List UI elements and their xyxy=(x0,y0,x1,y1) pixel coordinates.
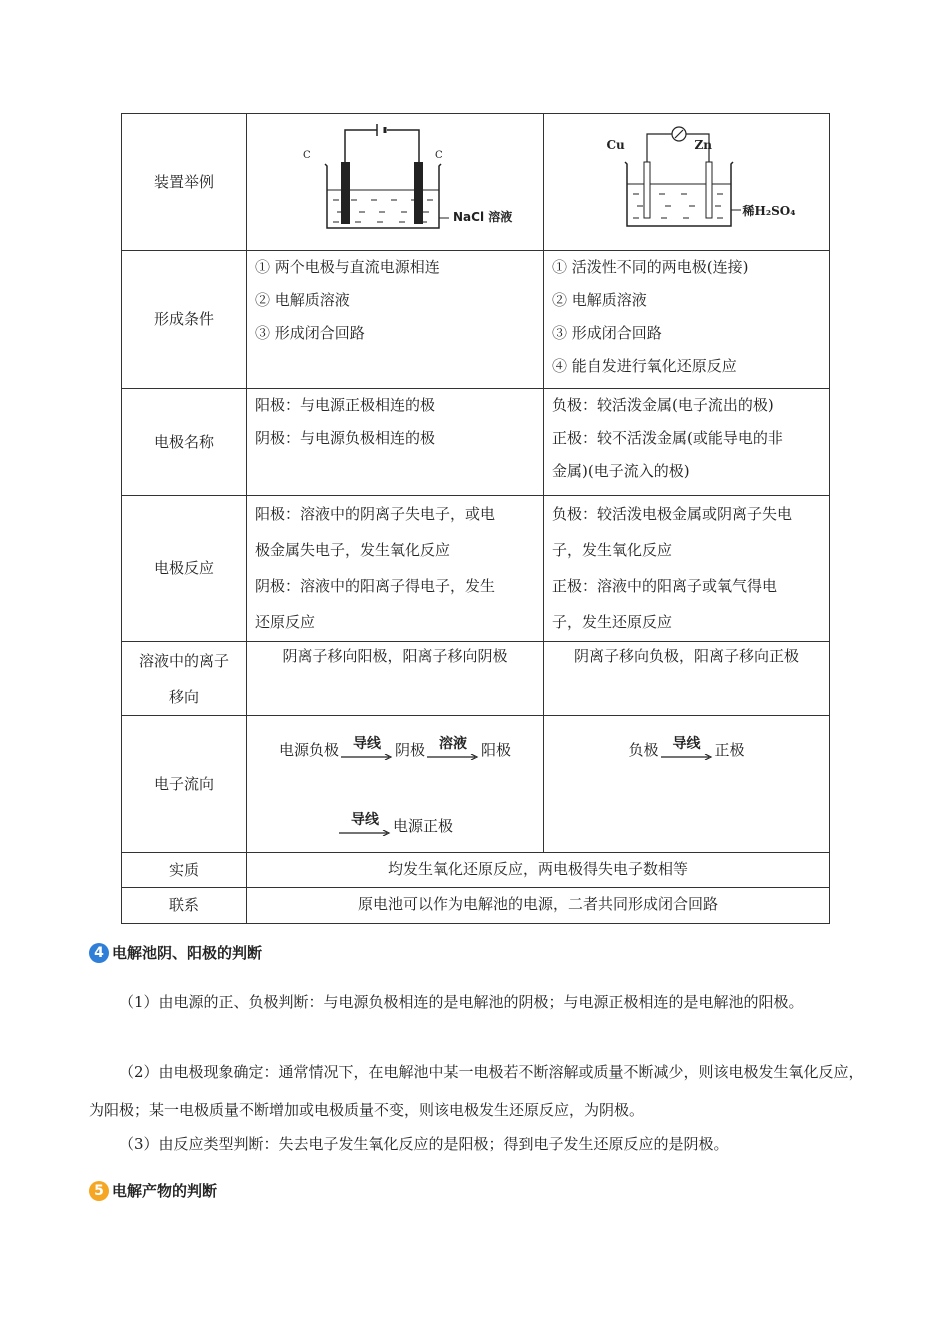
right-cell: 阴离子移向负极，阳离子移向正极 xyxy=(544,642,830,716)
cell-line: ② 电解质溶液 xyxy=(552,291,647,309)
row-label: 电极反应 xyxy=(122,496,247,642)
cell-line: ① 活泼性不同的两电极(连接) xyxy=(552,258,749,276)
cell-line: 阴极：与电源负极相连的极 xyxy=(255,429,436,447)
table-row xyxy=(122,496,830,642)
left-flow-cell xyxy=(247,716,544,853)
section-number-badge: 4 xyxy=(89,943,109,963)
row-label: 电极名称 xyxy=(122,389,247,496)
section-number-badge: 5 xyxy=(89,1181,109,1201)
left-cell: 阴离子移向阳极，阳离子移向阴极 xyxy=(247,642,544,716)
galvanic-diagram-cell xyxy=(544,114,830,251)
flow-start: 电源负极 xyxy=(278,741,339,759)
arrow-label: 导线 xyxy=(352,736,381,752)
right-cell xyxy=(544,251,830,389)
table-row xyxy=(122,642,830,716)
merged-cell: 均发生氧化还原反应，两电极得失电子数相等 xyxy=(247,853,830,888)
table-row xyxy=(122,114,830,251)
electrode-label-zn: Zn xyxy=(694,138,712,152)
row-label: 联系 xyxy=(122,888,247,924)
arrow-label: 导线 xyxy=(350,812,379,828)
section-title: 电解池阴、阳极的判断 xyxy=(112,944,263,962)
cell-line: 正极：溶液中的阳离子或氧气得电 xyxy=(552,577,778,595)
cell-line: 子，发生氧化反应 xyxy=(552,541,673,559)
flow-end: 正极 xyxy=(714,741,745,759)
cell-line: 子，发生还原反应 xyxy=(552,613,673,631)
comparison-table xyxy=(121,113,830,924)
flow-mid: 阴极 xyxy=(394,741,425,759)
solution-label: NaCl 溶液 xyxy=(453,210,513,224)
row-label: 形成条件 xyxy=(122,251,247,389)
row-label xyxy=(122,642,247,716)
cell-line: 负极：较活泼金属(电子流出的极) xyxy=(552,396,774,414)
flow-arrow xyxy=(427,736,479,760)
solution-prefix: 稀 xyxy=(742,204,755,218)
table-row xyxy=(122,716,830,853)
paragraph: （3）由反应类型判断：失去电子发生氧化反应的是阳极；得到电子发生还原反应的是阴极。 xyxy=(119,1135,729,1153)
left-cell xyxy=(247,389,544,496)
cell-line: 正极：较不活泼金属(或能导电的非 xyxy=(552,429,783,447)
electrode-label-right: C xyxy=(435,150,443,161)
cell-line: 阳极：与电源正极相连的极 xyxy=(255,396,436,414)
cell-line: 负极：较活泼电极金属或阴离子失电 xyxy=(552,505,793,523)
paragraph: （2）由电极现象确定：通常情况下，在电解池中某一电极若不断溶解或质量不断减少，则该电极发生氧化反应，为阳极；某一电极质量不断增加或电极质量不变，则该电极发生还原反应，为阴极。 xyxy=(89,1063,864,1119)
flow-arrow xyxy=(341,736,393,760)
right-cell xyxy=(544,496,830,642)
left-cell xyxy=(247,251,544,389)
cell-line: 阴极：溶液中的阳离子得电子，发生 xyxy=(255,577,496,595)
flow-arrow xyxy=(661,736,713,760)
galvanic-cell-diagram xyxy=(617,122,757,242)
cell-line: ① 两个电极与直流电源相连 xyxy=(255,258,440,276)
cell-line: ③ 形成闭合回路 xyxy=(255,324,365,342)
electrode-label-cu: Cu xyxy=(606,138,625,152)
table-row xyxy=(122,888,830,924)
cell-line: 极金属失电子，发生氧化反应 xyxy=(255,541,451,559)
right-flow-cell xyxy=(544,716,830,853)
electrolysis-diagram-cell xyxy=(247,114,544,251)
cell-line: ④ 能自发进行氧化还原反应 xyxy=(552,357,737,375)
cell-line: 金属)(电子流入的极) xyxy=(552,462,690,480)
row-label: 实质 xyxy=(122,853,247,888)
right-cell xyxy=(544,389,830,496)
flow-arrow xyxy=(339,812,391,836)
row-label-line: 移向 xyxy=(168,687,199,706)
flow-final: 电源正极 xyxy=(392,817,453,835)
paragraph: （1）由电源的正、负极判断：与电源负极相连的是电解池的阴极；与电源正极相连的是电解池的阳极。 xyxy=(119,993,804,1011)
merged-cell: 原电池可以作为电解池的电源，二者共同形成闭合回路 xyxy=(247,888,830,924)
section-heading-5 xyxy=(89,1180,217,1201)
cell-line: 还原反应 xyxy=(255,613,316,631)
arrow-label: 导线 xyxy=(672,736,701,752)
row-label: 电子流向 xyxy=(122,716,247,853)
section-heading-4 xyxy=(89,942,262,963)
table-row xyxy=(122,251,830,389)
table-row xyxy=(122,853,830,888)
row-label: 装置举例 xyxy=(122,114,247,251)
left-cell xyxy=(247,496,544,642)
section-title: 电解产物的判断 xyxy=(112,1182,218,1200)
electrolysis-cell-diagram xyxy=(315,122,475,242)
flow-end: 阳极 xyxy=(481,741,512,759)
electrode-label-left: C xyxy=(303,150,311,161)
solution-formula: H₂SO₄ xyxy=(754,204,796,218)
cell-line: ② 电解质溶液 xyxy=(255,291,350,309)
table-row xyxy=(122,389,830,496)
cell-line: ③ 形成闭合回路 xyxy=(552,324,662,342)
arrow-label: 溶液 xyxy=(439,736,467,752)
row-label-line: 溶液中的离子 xyxy=(138,651,229,670)
solution-label xyxy=(743,204,796,218)
flow-start: 负极 xyxy=(628,741,659,759)
cell-line: 阳极：溶液中的阴离子失电子，或电 xyxy=(255,505,496,523)
